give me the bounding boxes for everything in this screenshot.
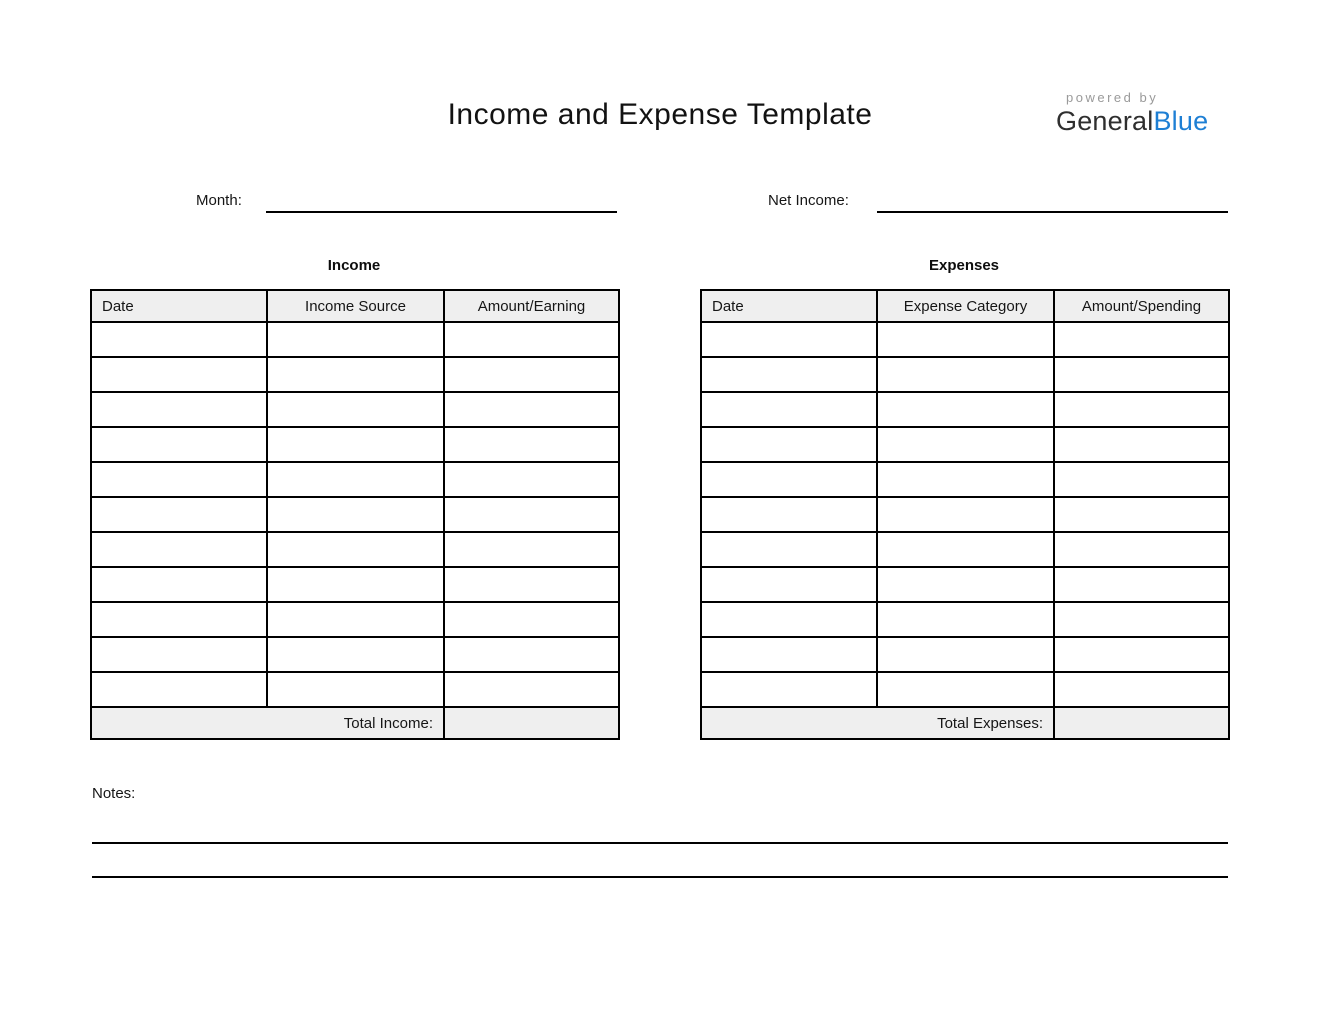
- expenses-header-category: Expense Category: [877, 290, 1054, 322]
- empty-cell[interactable]: [267, 427, 444, 462]
- empty-cell[interactable]: [877, 322, 1054, 357]
- table-row: [701, 532, 1229, 567]
- table-row: [701, 637, 1229, 672]
- empty-cell[interactable]: [444, 322, 619, 357]
- expenses-table-title: Expenses: [928, 257, 1000, 274]
- empty-cell[interactable]: [877, 497, 1054, 532]
- empty-cell[interactable]: [444, 357, 619, 392]
- total-expenses-label: Total Expenses:: [701, 707, 1054, 739]
- table-row: [701, 322, 1229, 357]
- month-input-line[interactable]: [266, 194, 617, 213]
- empty-cell[interactable]: [444, 497, 619, 532]
- expenses-header-row: [701, 290, 1229, 322]
- table-row: [701, 602, 1229, 637]
- expenses-table: [700, 289, 1230, 740]
- income-header-date: Date: [91, 290, 267, 322]
- generalblue-logo: [1056, 90, 1236, 137]
- empty-cell[interactable]: [701, 637, 877, 672]
- empty-cell[interactable]: [267, 602, 444, 637]
- empty-cell[interactable]: [444, 462, 619, 497]
- empty-cell[interactable]: [267, 322, 444, 357]
- empty-cell[interactable]: [267, 672, 444, 707]
- empty-cell[interactable]: [701, 357, 877, 392]
- empty-cell[interactable]: [91, 322, 267, 357]
- notes-line[interactable]: [92, 842, 1228, 844]
- empty-cell[interactable]: [91, 567, 267, 602]
- income-header-source: Income Source: [267, 290, 444, 322]
- page-title: Income and Expense Template: [447, 98, 873, 131]
- expenses-table-body: [701, 322, 1229, 707]
- empty-cell[interactable]: [701, 427, 877, 462]
- empty-cell[interactable]: [1054, 532, 1229, 567]
- empty-cell[interactable]: [877, 637, 1054, 672]
- table-row: [91, 357, 619, 392]
- empty-cell[interactable]: [701, 322, 877, 357]
- empty-cell[interactable]: [444, 602, 619, 637]
- empty-cell[interactable]: [444, 427, 619, 462]
- table-row: [91, 567, 619, 602]
- empty-cell[interactable]: [267, 637, 444, 672]
- empty-cell[interactable]: [91, 672, 267, 707]
- empty-cell[interactable]: [444, 392, 619, 427]
- empty-cell[interactable]: [877, 567, 1054, 602]
- empty-cell[interactable]: [1054, 427, 1229, 462]
- net-income-label: Net Income:: [768, 192, 849, 209]
- empty-cell[interactable]: [877, 392, 1054, 427]
- empty-cell[interactable]: [701, 672, 877, 707]
- powered-by-text: powered by: [1066, 90, 1159, 105]
- income-header-amount: Amount/Earning: [444, 290, 619, 322]
- table-row: [91, 462, 619, 497]
- notes-line[interactable]: [92, 876, 1228, 878]
- brand-wordmark: [1056, 106, 1236, 137]
- empty-cell[interactable]: [91, 497, 267, 532]
- empty-cell[interactable]: [1054, 497, 1229, 532]
- empty-cell[interactable]: [701, 567, 877, 602]
- expenses-total-row: [701, 707, 1229, 739]
- expenses-header-date: Date: [701, 290, 877, 322]
- income-table: [90, 289, 620, 740]
- empty-cell[interactable]: [267, 462, 444, 497]
- notes-label: Notes:: [92, 785, 136, 802]
- empty-cell[interactable]: [444, 672, 619, 707]
- empty-cell[interactable]: [444, 637, 619, 672]
- total-expenses-value-cell[interactable]: [1054, 707, 1229, 739]
- empty-cell[interactable]: [91, 427, 267, 462]
- table-row: [701, 427, 1229, 462]
- empty-cell[interactable]: [701, 602, 877, 637]
- empty-cell[interactable]: [1054, 322, 1229, 357]
- net-income-input-line[interactable]: [877, 194, 1228, 213]
- empty-cell[interactable]: [91, 602, 267, 637]
- income-total-row: [91, 707, 619, 739]
- empty-cell[interactable]: [91, 637, 267, 672]
- empty-cell[interactable]: [444, 567, 619, 602]
- empty-cell[interactable]: [91, 462, 267, 497]
- table-row: [91, 637, 619, 672]
- table-row: [701, 462, 1229, 497]
- empty-cell[interactable]: [1054, 602, 1229, 637]
- brand-blue-text: Blue: [1153, 106, 1209, 136]
- table-row: [91, 602, 619, 637]
- empty-cell[interactable]: [1054, 462, 1229, 497]
- income-table-title: Income: [327, 257, 381, 274]
- table-row: [91, 672, 619, 707]
- empty-cell[interactable]: [877, 357, 1054, 392]
- empty-cell[interactable]: [1054, 672, 1229, 707]
- empty-cell[interactable]: [91, 357, 267, 392]
- month-label: Month:: [196, 192, 242, 209]
- empty-cell[interactable]: [701, 392, 877, 427]
- table-row: [701, 567, 1229, 602]
- expenses-section: [700, 257, 1228, 740]
- table-row: [701, 672, 1229, 707]
- empty-cell[interactable]: [877, 672, 1054, 707]
- empty-cell[interactable]: [1054, 392, 1229, 427]
- income-table-body: [91, 322, 619, 707]
- brand-general-text: General: [1056, 106, 1154, 136]
- empty-cell[interactable]: [877, 427, 1054, 462]
- empty-cell[interactable]: [1054, 357, 1229, 392]
- table-row: [91, 322, 619, 357]
- empty-cell[interactable]: [701, 462, 877, 497]
- empty-cell[interactable]: [877, 462, 1054, 497]
- table-row: [91, 532, 619, 567]
- empty-cell[interactable]: [267, 357, 444, 392]
- empty-cell[interactable]: [91, 392, 267, 427]
- table-row: [91, 497, 619, 532]
- empty-cell[interactable]: [267, 532, 444, 567]
- total-income-value-cell[interactable]: [444, 707, 619, 739]
- expenses-header-amount: Amount/Spending: [1054, 290, 1229, 322]
- empty-cell[interactable]: [1054, 637, 1229, 672]
- empty-cell[interactable]: [267, 392, 444, 427]
- table-row: [91, 392, 619, 427]
- empty-cell[interactable]: [877, 602, 1054, 637]
- empty-cell[interactable]: [877, 532, 1054, 567]
- empty-cell[interactable]: [701, 532, 877, 567]
- empty-cell[interactable]: [444, 532, 619, 567]
- income-section: [90, 257, 618, 740]
- table-row: [701, 497, 1229, 532]
- table-row: [91, 427, 619, 462]
- income-header-row: [91, 290, 619, 322]
- empty-cell[interactable]: [701, 497, 877, 532]
- table-row: [701, 357, 1229, 392]
- empty-cell[interactable]: [267, 497, 444, 532]
- table-row: [701, 392, 1229, 427]
- empty-cell[interactable]: [1054, 567, 1229, 602]
- empty-cell[interactable]: [267, 567, 444, 602]
- total-income-label: Total Income:: [91, 707, 444, 739]
- empty-cell[interactable]: [91, 532, 267, 567]
